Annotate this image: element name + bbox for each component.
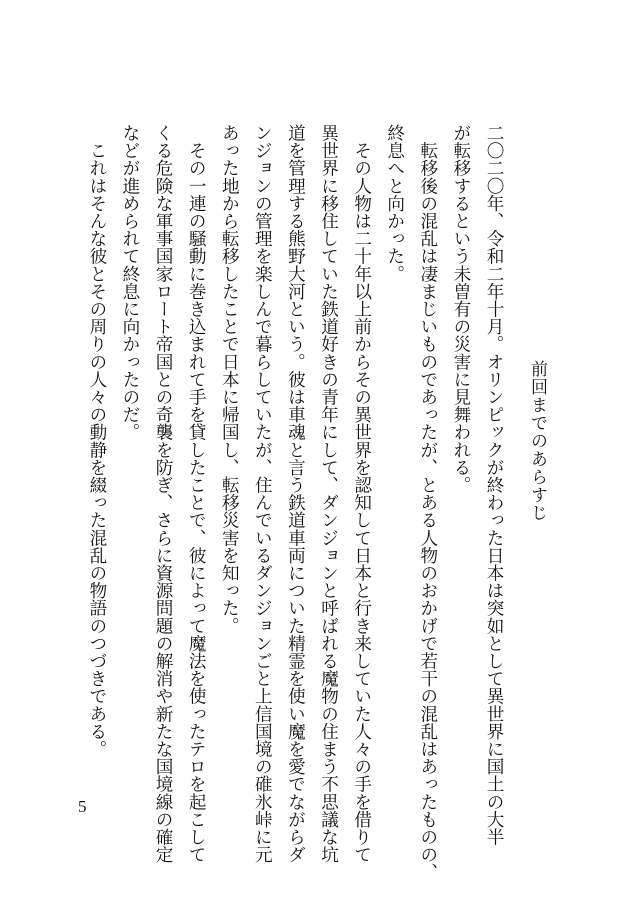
body-line: 転移後の混乱は凄まじいものであったが、とある人物のおかげで若干の混乱はあったものの、 [417, 124, 438, 881]
body-line: その人物は二十年以上前からその異世界を認知して日本と行き来していた人々の手を借りて [351, 124, 372, 864]
body-line: などが進められて終息に向かったのだ。 [119, 124, 140, 441]
body-line: 道を管理する熊野大河という。彼は車魂と言う鉄道車両についた精霊を使い魔を愛でながらダ [285, 124, 306, 864]
body-line: が転移するという未曽有の災害に見舞われる。 [450, 124, 471, 494]
body-line: その一連の騒動に巻き込まれて手を貸したことで、彼によって魔法を使ったテロを起こして [186, 124, 207, 864]
body-line: これはそんな彼とその周りの人々の動静を綴った混乱の物語のつづきである。 [86, 124, 107, 758]
body-line: 終息へと向かった。 [384, 124, 405, 283]
body-line: くる危険な軍事国家ロート帝国との奇襲を防ぎ、さらに資源問題の解消や新たな国境線の確定 [153, 124, 174, 864]
body-line: ンジョンの管理を楽しんで暮らしていたが、住んでいるダンジョンごと上信国境の碓氷峠に元 [252, 124, 273, 864]
chapter-title: 前回までのあらすじ [527, 360, 547, 522]
body-line: 異世界に移住していた鉄道好きの青年にして、ダンジョンと呼ばれる魔物の住まう不思議な坑 [318, 124, 339, 864]
body-text [80, 124, 510, 881]
page-number: 5 [78, 797, 87, 816]
body-line: あった地から転移したことで日本に帰国し、転移災害を知った。 [219, 124, 240, 635]
body-line: 二〇二〇年、令和二年十月。オリンピックが終わった日本は突如として異世界に国土の大半 [484, 124, 504, 846]
